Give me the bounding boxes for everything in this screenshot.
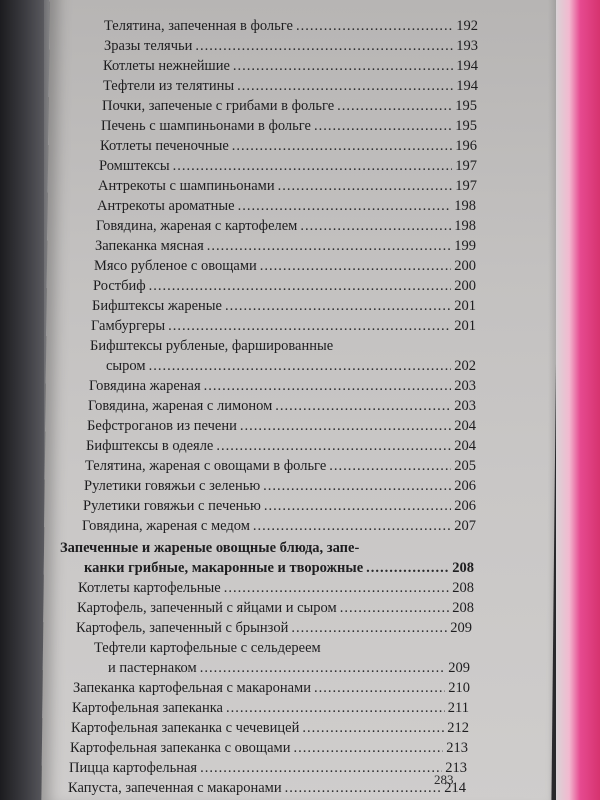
toc-leader-dots: [238, 198, 452, 215]
toc-leader-dots: [216, 438, 451, 455]
toc-entry-title: Капуста, запеченная с макаронами: [68, 780, 282, 796]
toc-entry-page: 214: [444, 780, 466, 796]
toc-entry-title: Картофельная запеканка с чечевицей: [71, 720, 300, 736]
toc-leader-dots: [204, 378, 452, 395]
toc-entry-title: и пастернаком: [108, 660, 197, 676]
toc-entry: [104, 18, 478, 35]
toc-leader-dots: [207, 238, 451, 255]
toc-entry-title: Картофель, запеченный с брынзой: [76, 620, 289, 636]
toc-entry: [84, 478, 476, 495]
toc-entry-page: 204: [454, 438, 476, 454]
toc-entry-title: Антрекоты ароматные: [97, 198, 235, 214]
toc-entry: [106, 358, 476, 375]
toc-entry-page: 201: [454, 298, 476, 314]
toc-leader-dots: [149, 278, 452, 295]
toc-entry: [88, 398, 476, 415]
toc-entry-title: Бефстроганов из печени: [87, 418, 237, 434]
toc-entry-title: Котлеты печеночные: [100, 138, 229, 154]
toc-entry-title: Пицца картофельная: [69, 760, 198, 776]
toc-entry: [82, 518, 476, 535]
toc-entry-page: 211: [447, 700, 469, 716]
toc-entry: [91, 318, 476, 335]
toc-leader-dots: [285, 780, 442, 797]
section-heading-title: канки грибные, макаронные и творожные: [84, 560, 364, 576]
toc-entry-page: 203: [454, 378, 476, 394]
toc-entry-title: Ростбиф: [93, 278, 146, 294]
toc-leader-dots: [224, 580, 450, 597]
toc-entry: [73, 680, 470, 697]
toc-entry: [99, 158, 477, 175]
toc-entry-title: Бифштексы в одеяле: [86, 438, 214, 454]
toc-entry: [93, 278, 476, 295]
toc-entry-page: 199: [454, 238, 476, 254]
toc-leader-dots: [337, 98, 452, 115]
toc-entry-title: Ромштексы: [99, 158, 170, 174]
page-number: 283: [434, 772, 454, 787]
toc-entry-title: Рулетики говяжьи с зеленью: [84, 478, 261, 494]
toc-leader-dots: [314, 680, 445, 697]
toc-entry-page: 209: [450, 620, 472, 636]
toc-entry-page: 209: [448, 660, 470, 676]
toc-entry-title: Говядина, жареная с картофелем: [96, 218, 298, 234]
toc-entry-title: Запеканка мясная: [95, 238, 204, 254]
toc-entry-page: 194: [456, 58, 478, 74]
section-heading-line1: Запеченные и жареные овощные блюда, запе-: [60, 540, 360, 556]
toc-entry-page: 213: [445, 760, 467, 776]
toc-entry: [92, 298, 476, 315]
toc-entry-page: 204: [454, 418, 476, 434]
toc-entry: [97, 198, 476, 215]
toc-entry: [85, 458, 476, 475]
toc-entry-page: 198: [454, 198, 476, 214]
toc-leader-dots: [232, 138, 452, 155]
toc-entry: [83, 498, 476, 515]
toc-entry-page: 194: [456, 78, 478, 94]
toc-entry: [94, 258, 476, 275]
toc-entry-page: 200: [454, 278, 476, 294]
toc-entry-title: Картофельная запеканка с овощами: [70, 740, 291, 756]
toc-entry: [96, 218, 476, 235]
toc-entry: [68, 780, 466, 797]
toc-entry: [108, 660, 470, 677]
toc-entry: [87, 418, 476, 435]
toc-leader-dots: [173, 158, 453, 175]
toc-entry: [95, 238, 476, 255]
toc-entry: [86, 438, 476, 455]
toc-entry-page: 205: [454, 458, 476, 474]
toc-entry-title: Говядина жареная: [89, 378, 201, 394]
toc-entry-title: Антрекоты с шампиньонами: [98, 178, 275, 194]
toc-leader-dots: [366, 560, 449, 577]
toc-entry-title: Телятина, жареная с овощами в фольге: [85, 458, 327, 474]
toc-leader-dots: [302, 720, 444, 737]
toc-entry-page: 203: [454, 398, 476, 414]
toc-leader-dots: [264, 498, 451, 515]
toc-entry-page: 210: [448, 680, 470, 696]
toc-entry-title: Рулетики говяжьи с печенью: [83, 498, 261, 514]
toc-entry-page: 208: [452, 600, 474, 616]
toc-entry-title: Гамбургеры: [91, 318, 166, 334]
toc-leader-dots: [263, 478, 451, 495]
toc-entry-page: 202: [454, 358, 476, 374]
toc-entry: [70, 740, 468, 757]
toc-leader-dots: [237, 78, 453, 95]
toc-leader-dots: [240, 418, 451, 435]
toc-entry-page: 197: [455, 158, 477, 174]
toc-leader-dots: [291, 620, 447, 637]
toc-entry: [103, 58, 478, 75]
toc-leader-dots: [260, 258, 451, 275]
toc-leader-dots: [300, 218, 451, 235]
section-heading-page: 208: [452, 560, 474, 576]
toc-leader-dots: [314, 118, 452, 135]
toc-entry: [104, 38, 478, 55]
toc-entry-page: 207: [454, 518, 476, 534]
toc-entry: [69, 760, 467, 777]
toc-entry: [100, 138, 477, 155]
toc-entry-title: Бифштексы жареные: [92, 298, 222, 314]
toc-entry: [103, 78, 478, 95]
toc-entry-page: 201: [454, 318, 476, 334]
toc-entry-page: 198: [454, 218, 476, 234]
toc-leader-dots: [293, 740, 443, 757]
toc-leader-dots: [329, 458, 451, 475]
toc-entry-title: Тефтели из телятины: [103, 78, 235, 94]
toc-entry-page: 195: [455, 98, 477, 114]
toc-entry-title: Картофельная запеканка: [72, 700, 223, 716]
toc-leader-dots: [340, 600, 450, 617]
toc-leader-dots: [149, 358, 452, 375]
toc-entry: [72, 700, 469, 717]
toc-leader-dots: [296, 18, 453, 35]
toc-entry-title: сыром: [106, 358, 146, 374]
toc-entry-page: 206: [454, 498, 476, 514]
toc-leader-dots: [225, 298, 451, 315]
toc-entry-title: Запеканка картофельная с макаронами: [73, 680, 311, 696]
toc-entry: [98, 178, 477, 195]
section-heading: [84, 560, 474, 577]
toc-entry-page: 197: [455, 178, 477, 194]
toc-entry: [77, 600, 474, 617]
toc-entry-page: 206: [454, 478, 476, 494]
toc-leader-dots: [278, 178, 453, 195]
toc-entry-page: 196: [455, 138, 477, 154]
toc-entry-title: Печень с шампиньонами в фольге: [101, 118, 311, 134]
toc-entry-page: 192: [456, 18, 478, 34]
toc-leader-dots: [168, 318, 451, 335]
toc-entry-title: Говядина, жареная с медом: [82, 518, 250, 534]
toc-entry-title: Телятина, запеченная в фольге: [104, 18, 293, 34]
toc-entry-title: Мясо рубленое с овощами: [94, 258, 257, 274]
toc-entry: [89, 378, 476, 395]
toc-leader-dots: [226, 700, 445, 717]
toc-entry: [101, 118, 477, 135]
toc-entry-title: Котлеты нежнейшие: [103, 58, 230, 74]
toc-entry-title: Зразы телячьи: [104, 38, 193, 54]
toc-leader-dots: [200, 660, 446, 677]
toc-entry: [76, 620, 472, 637]
toc-entry: [78, 580, 474, 597]
toc-entry-page: 195: [455, 118, 477, 134]
toc-entry-page: 200: [454, 258, 476, 274]
toc-entry: [71, 720, 469, 737]
toc-leader-dots: [200, 760, 442, 777]
toc-entry-title: Почки, запеченые с грибами в фольге: [102, 98, 335, 114]
toc-entry: [102, 98, 477, 115]
toc-entry-title-line1: Тефтели картофельные с сельдереем: [94, 640, 321, 656]
toc-entry-title: Говядина, жареная с лимоном: [88, 398, 273, 414]
toc-entry-page: 208: [452, 580, 474, 596]
toc-entry-title-line1: Бифштексы рубленые, фаршированные: [90, 338, 334, 354]
toc-leader-dots: [233, 58, 453, 75]
toc-entry-title: Котлеты картофельные: [78, 580, 221, 596]
toc-entry-page: 193: [456, 38, 478, 54]
toc-leader-dots: [195, 38, 453, 55]
toc-leader-dots: [253, 518, 451, 535]
toc-entry-page: 212: [447, 720, 469, 736]
toc-leader-dots: [275, 398, 451, 415]
toc-entry-page: 213: [446, 740, 468, 756]
toc-entry-title: Картофель, запеченный с яйцами и сыром: [77, 600, 337, 616]
